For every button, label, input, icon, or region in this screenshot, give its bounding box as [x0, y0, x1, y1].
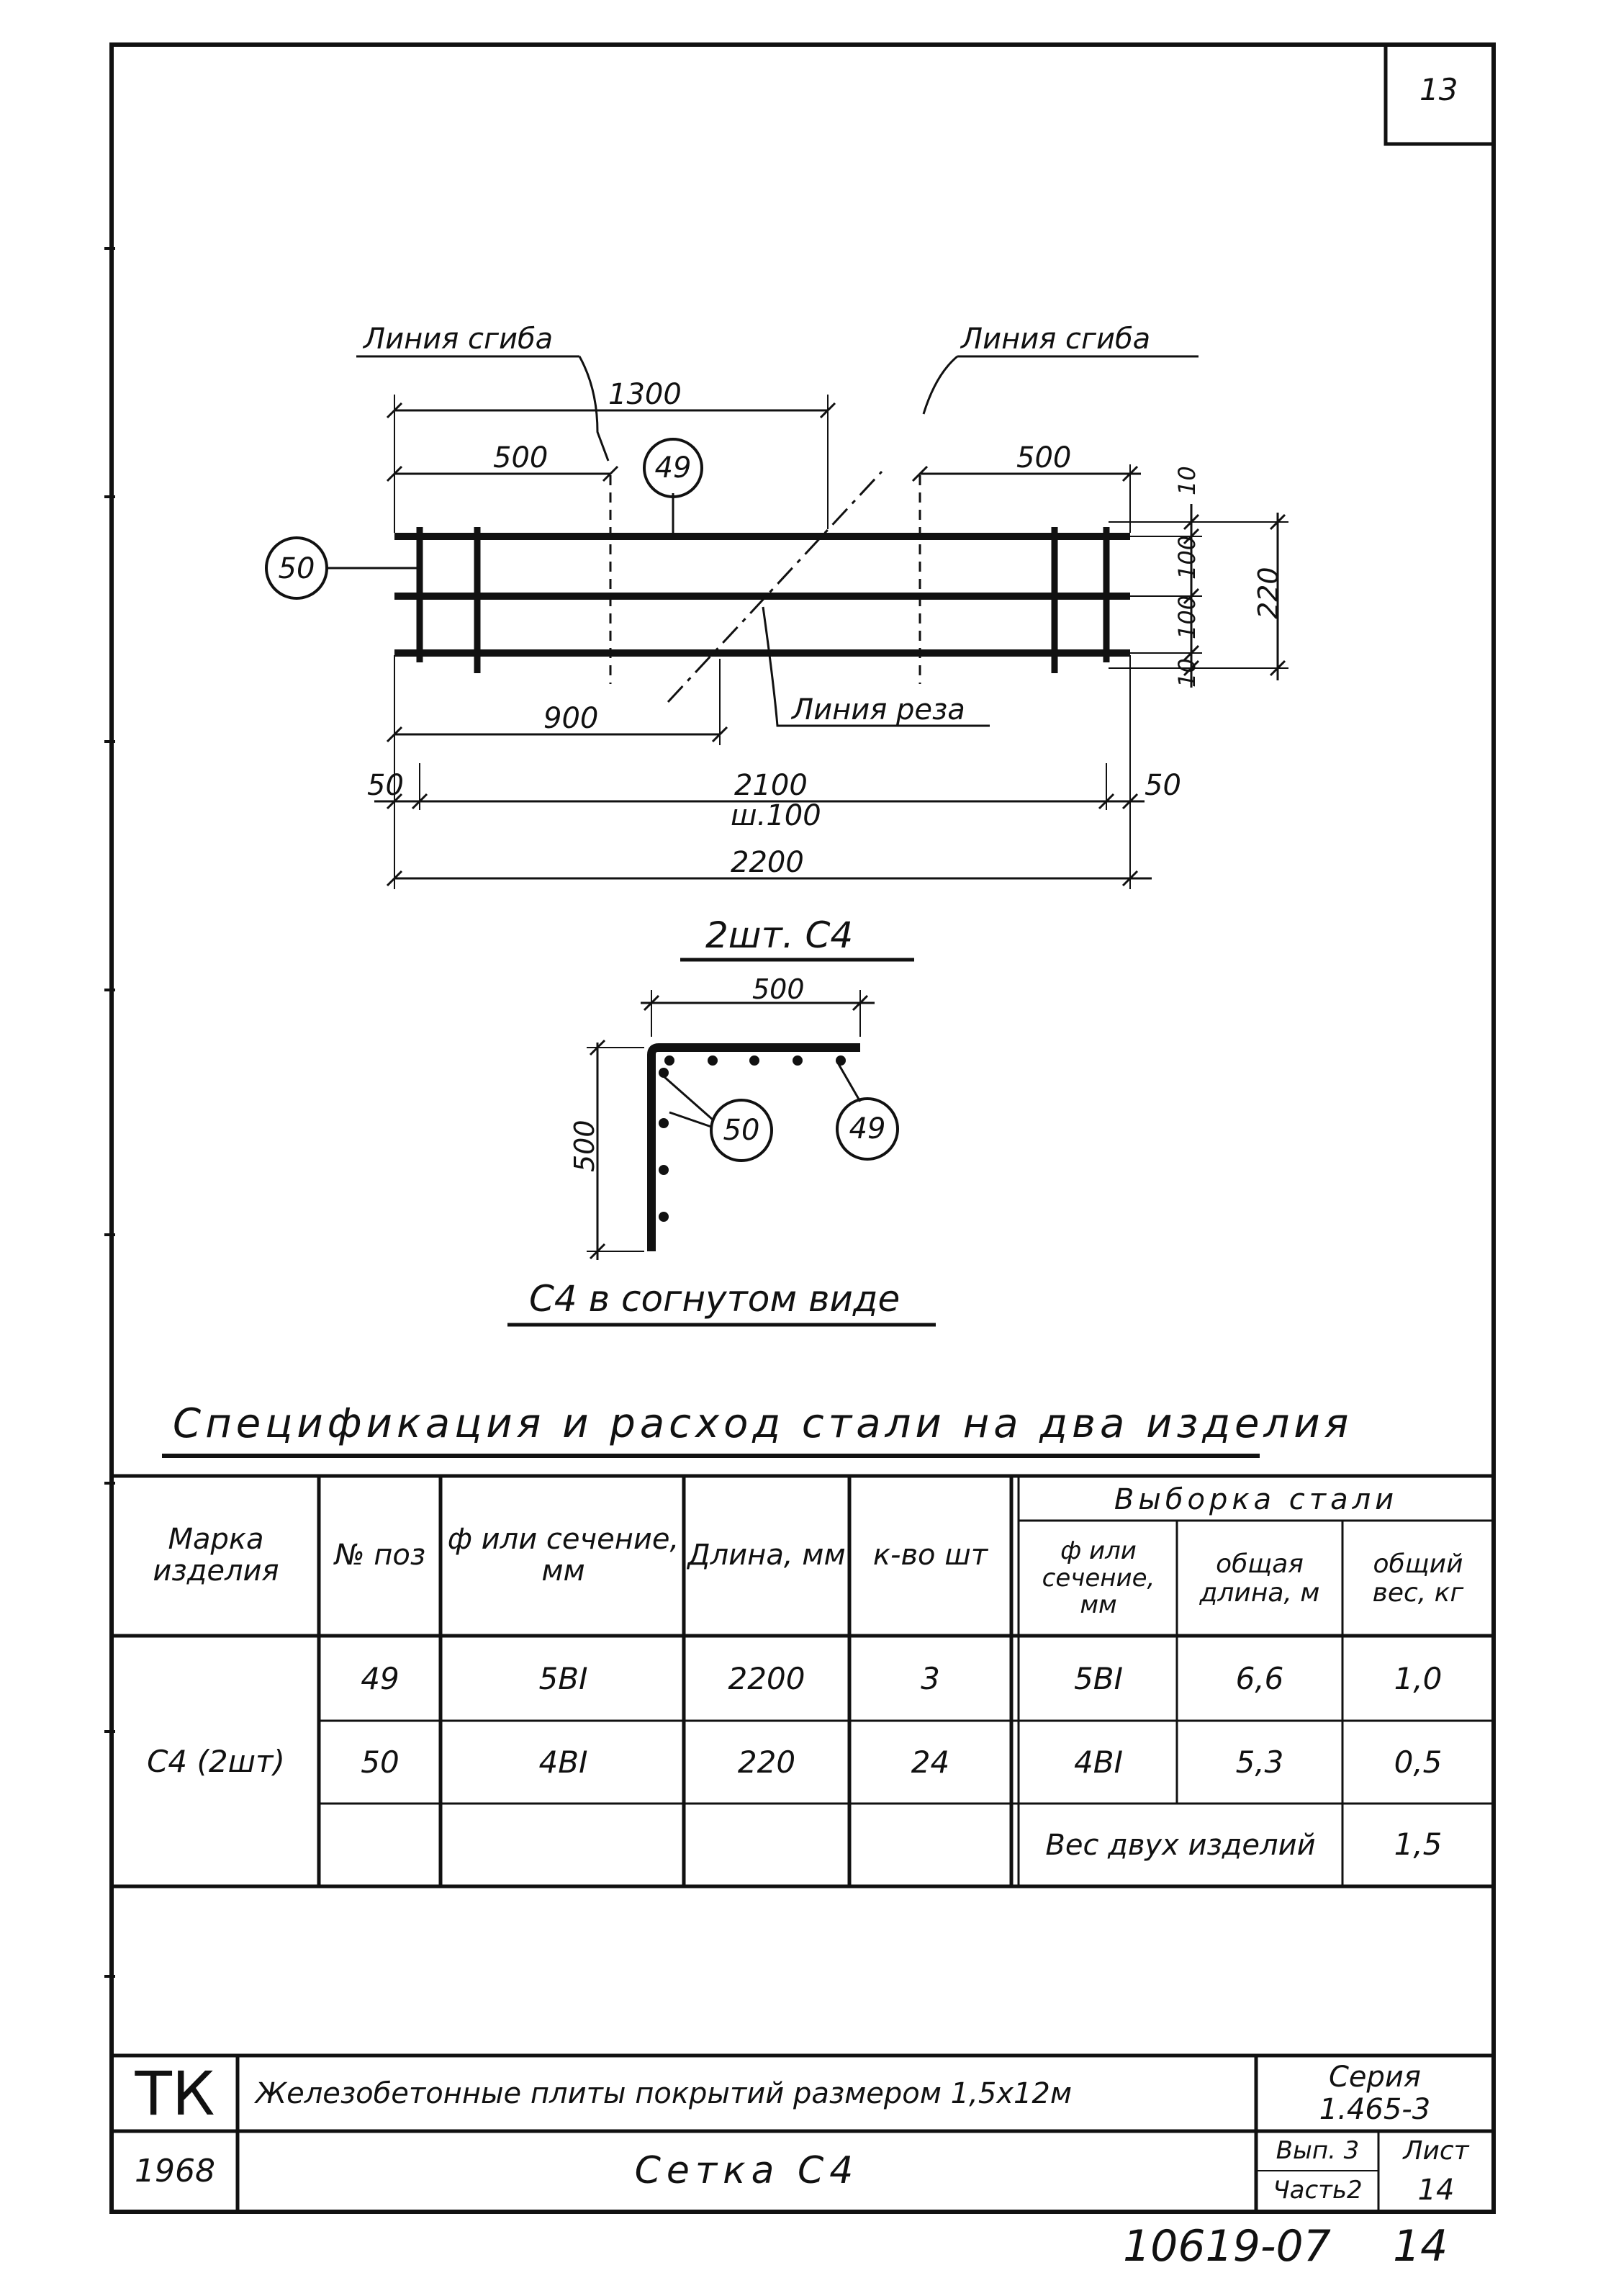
tk-mark: ТК	[135, 2058, 215, 2129]
row-50-length: 220	[737, 1744, 796, 1780]
part-number: Часть2	[1273, 2176, 1363, 2205]
row-50-qty: 24	[911, 1744, 950, 1780]
dim-2200: 2200	[731, 846, 804, 879]
dim-100-a: 100	[1173, 535, 1201, 580]
series-label: Серия	[1329, 2060, 1421, 2094]
row-49-section: 5ВI	[538, 1660, 588, 1696]
bent-dim-500-vertical: 500	[569, 1120, 600, 1172]
position-marker-50: 50	[278, 552, 315, 585]
bent-position-marker-50: 50	[723, 1114, 760, 1147]
row-49-sel-weight: 1,0	[1394, 1660, 1443, 1696]
dim-10-bottom: 10	[1173, 658, 1201, 688]
row-50-sel-weight: 0,5	[1394, 1744, 1443, 1780]
spec-title: Спецификация и расход стали на два изделия	[173, 1400, 1353, 1447]
cut-line-label: Линия реза	[792, 693, 965, 726]
total-weight-value: 1,5	[1394, 1827, 1443, 1863]
row-49-length: 2200	[728, 1660, 805, 1696]
dim-2100: 2100	[734, 769, 808, 802]
series-value: 1.465-3	[1319, 2093, 1431, 2126]
header-section: ф или сечение, мм	[447, 1523, 680, 1588]
flat-caption: 2шт. С4	[705, 914, 854, 956]
dim-900: 900	[543, 702, 599, 735]
position-marker-49: 49	[654, 451, 692, 485]
document-title: Железобетонные плиты покрытий размером 1,5х12м	[256, 2077, 1073, 2110]
dim-step-100: ш.100	[731, 799, 821, 832]
dim-500-left: 500	[493, 441, 549, 474]
bent-position-marker-49: 49	[849, 1112, 886, 1145]
total-weight-label: Вес двух изделий	[1045, 1828, 1316, 1862]
bottom-code: 10619-07	[1123, 2221, 1331, 2272]
row-49-pos: 49	[361, 1660, 400, 1696]
row-49-sel-length: 6,6	[1235, 1660, 1284, 1696]
dim-220: 220	[1252, 567, 1284, 619]
mark-value: С4 (2шт)	[147, 1744, 285, 1780]
row-50-section: 4ВI	[538, 1744, 588, 1780]
header-length: Длина, мм	[687, 1539, 846, 1572]
header-pos: № поз	[334, 1539, 426, 1572]
dim-100-b: 100	[1173, 595, 1201, 639]
dim-500-right: 500	[1016, 441, 1072, 474]
document-subtitle: Сетка С4	[634, 2149, 859, 2193]
header-qty: к-во шт	[872, 1539, 988, 1572]
dim-50-right: 50	[1145, 769, 1181, 802]
sheet-value: 14	[1417, 2174, 1455, 2207]
row-50-sel-length: 5,3	[1235, 1744, 1284, 1780]
row-49-qty: 3	[921, 1660, 940, 1696]
dim-1300: 1300	[608, 378, 682, 411]
bent-dim-500-horizontal: 500	[752, 973, 805, 1005]
sheet-label: Лист	[1403, 2136, 1469, 2166]
row-50-pos: 50	[361, 1744, 400, 1780]
fold-line-label-right: Линия сгиба	[961, 323, 1151, 356]
fold-line-label-left: Линия сгиба	[364, 323, 554, 356]
issue-number: Вып. 3	[1276, 2136, 1360, 2166]
year: 1968	[135, 2152, 215, 2189]
page-number: 13	[1419, 72, 1458, 107]
header-sel-total-length: общая длина, м	[1199, 1549, 1320, 1608]
bottom-page: 14	[1393, 2221, 1448, 2272]
header-sel-section: ф или сечение, мм	[1042, 1536, 1155, 1620]
dim-50-left: 50	[367, 769, 404, 802]
header-selection: Выборка стали	[1114, 1482, 1399, 1516]
dim-10-top: 10	[1173, 466, 1201, 495]
row-50-sel-section: 4ВI	[1074, 1744, 1123, 1780]
header-sel-total-weight: общий вес, кг	[1372, 1549, 1464, 1608]
header-mark: Марка изделия	[153, 1523, 279, 1588]
bent-caption: С4 в согнутом виде	[529, 1278, 900, 1320]
row-49-sel-section: 5ВI	[1074, 1660, 1123, 1696]
